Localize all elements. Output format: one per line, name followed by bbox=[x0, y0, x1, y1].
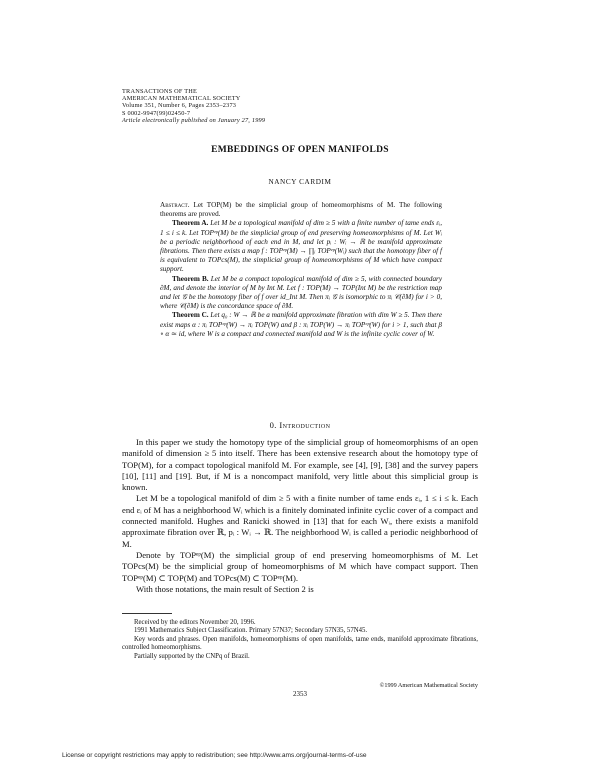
paragraph: With those notations, the main result of Section 2 is bbox=[136, 583, 314, 594]
theorem-c bbox=[160, 311, 442, 339]
theorem-a-label: Theorem A. bbox=[172, 219, 209, 228]
paragraph: Let M be a topological manifold of dim ≥ 5 with a finite number of tame ends εᵢ, 1 ≤ i ≤ k. Each end εᵢ of M has a neighborhood Wᵢ which is a finitely dominated infinite cyclic cover of a compact and connected manifold. Hughes and Ranicki showed in [13] that for each Wᵢ, there exists a manifold approximate fibration over ℝ, pᵢ : Wᵢ → ℝ. The neighborhood Wᵢ is called a periodic neighborhood of M. bbox=[122, 493, 478, 549]
abstract-intro bbox=[160, 201, 442, 219]
footnote-keywords: Key words and phrases. Open manifolds, homeomorphisms of open manifolds, tame ends, manifold approximate fibrations, controlled homeomorphisms. bbox=[122, 635, 478, 652]
footnote-received: Received by the editors November 20, 1996. bbox=[134, 619, 256, 626]
journal-name-line1: TRANSACTIONS OF THE bbox=[122, 88, 198, 95]
paper-title: EMBEDDINGS OF OPEN MANIFOLDS bbox=[211, 145, 389, 155]
theorem-c-label: Theorem C. bbox=[172, 311, 209, 320]
theorem-a bbox=[160, 219, 442, 274]
license-notice: License or copyright restrictions may apply to redistribution; see http://www.ams.org/journal-terms-of-use bbox=[62, 752, 367, 759]
copyright-notice: ©1999 American Mathematical Society bbox=[379, 682, 478, 689]
issn: S 0002-9947(99)02450-7 bbox=[122, 109, 191, 117]
theorem-c-text: Let q₀ : W → ℝ be a manifold approximate fibration with dim W ≥ 5. Then there exist maps α : πᵢ TOPᵉᵖ(W) → πᵢ TOP(W) and β : πᵢ TOP(W) → πᵢ TOPᵉᵖ(W) for i > 1, such that β ∘ α ≃ id, where W is a compact and connected manifold and W is the infinite cyclic cover of W. bbox=[160, 311, 443, 338]
author-name: NANCY CARDIM bbox=[268, 178, 332, 186]
paragraph: In this paper we study the homotopy type of the simplicial group of homeomorphisms of an open manifold of dimension ≥ 5 into itself. There has been extensive research about the homotopy type of TOP(M), for a compact topological manifold M. For example, see [4], [9], [38] and the survey papers [10], [11] and [19]. But, if M is a noncompact manifold, very little about this simplicial group is known. bbox=[122, 437, 478, 493]
journal-name-line2: AMERICAN MATHEMATICAL SOCIETY bbox=[122, 95, 241, 103]
section-heading: 0. Introduction bbox=[269, 420, 331, 430]
footnote-msc: 1991 Mathematics Subject Classification. Primary 57N37; Secondary 57N35, 57N45. bbox=[134, 627, 368, 635]
abstract-label: Abstract. bbox=[160, 201, 190, 209]
published-date: Article electronically published on January 27, 1999 bbox=[122, 116, 266, 124]
footnotes bbox=[122, 619, 478, 661]
footnote-support: Partially supported by the CNPq of Brazil. bbox=[134, 652, 250, 660]
journal-header bbox=[122, 88, 265, 124]
theorem-a-text: Let M be a topological manifold of dim ≥ 5 with a finite number of tame ends εᵢ, 1 ≤ i ≤ k. Let TOPᵉᵖ(M) be the simplicial group of end preserving homeomorphisms of M. Let Wᵢ be a periodic neighborhood of each end in M, and let pᵢ : Wᵢ → ℝ be manifold approximate fibrations. Then there exists a map f : TOPᵉᵖ(M) → ∏ᵢ TOPᵉᵖ(Wᵢ) such that the homotopy fiber of f is equivalent to TOPcs(M), the simplicial group of homeomorphisms of M which have compact support. bbox=[160, 219, 443, 274]
theorem-b-text: Let M be a compact topological manifold of dim ≥ 5, with connected boundary ∂M, and denote the interior of M by Int M. Let f : TOP(M) → TOP(Int M) be the restriction map and let 𝒢 be the homotopy fiber of f over id_Int M. Then πᵢ 𝒢 is isomorphic to πᵢ 𝒞(∂M) for i > 0, where 𝒞(∂M) is the concordance space of ∂M. bbox=[160, 274, 443, 311]
body-text bbox=[122, 437, 478, 595]
paragraph: Denote by TOPᵉᵖ(M) the simplicial group of end preserving homeomorphisms of M. Let TOPcs(M) be the simplicial group of homeomorphisms of M which have compact support. Then TOPᵉᵖ(M) ⊂ TOP(M) and TOPcs(M) ⊂ TOPᵉᵖ(M). bbox=[122, 549, 478, 583]
abstract bbox=[160, 201, 442, 339]
abstract-text: Let TOP(M) be the simplicial group of homeomorphisms of M. The following theorems are proved. bbox=[160, 201, 443, 219]
volume-info: Volume 351, Number 6, Pages 2353–2373 bbox=[122, 102, 237, 110]
footnote-rule bbox=[122, 613, 172, 614]
page-number: 2353 bbox=[293, 690, 307, 698]
theorem-b-label: Theorem B. bbox=[172, 274, 209, 283]
theorem-b bbox=[160, 275, 442, 312]
